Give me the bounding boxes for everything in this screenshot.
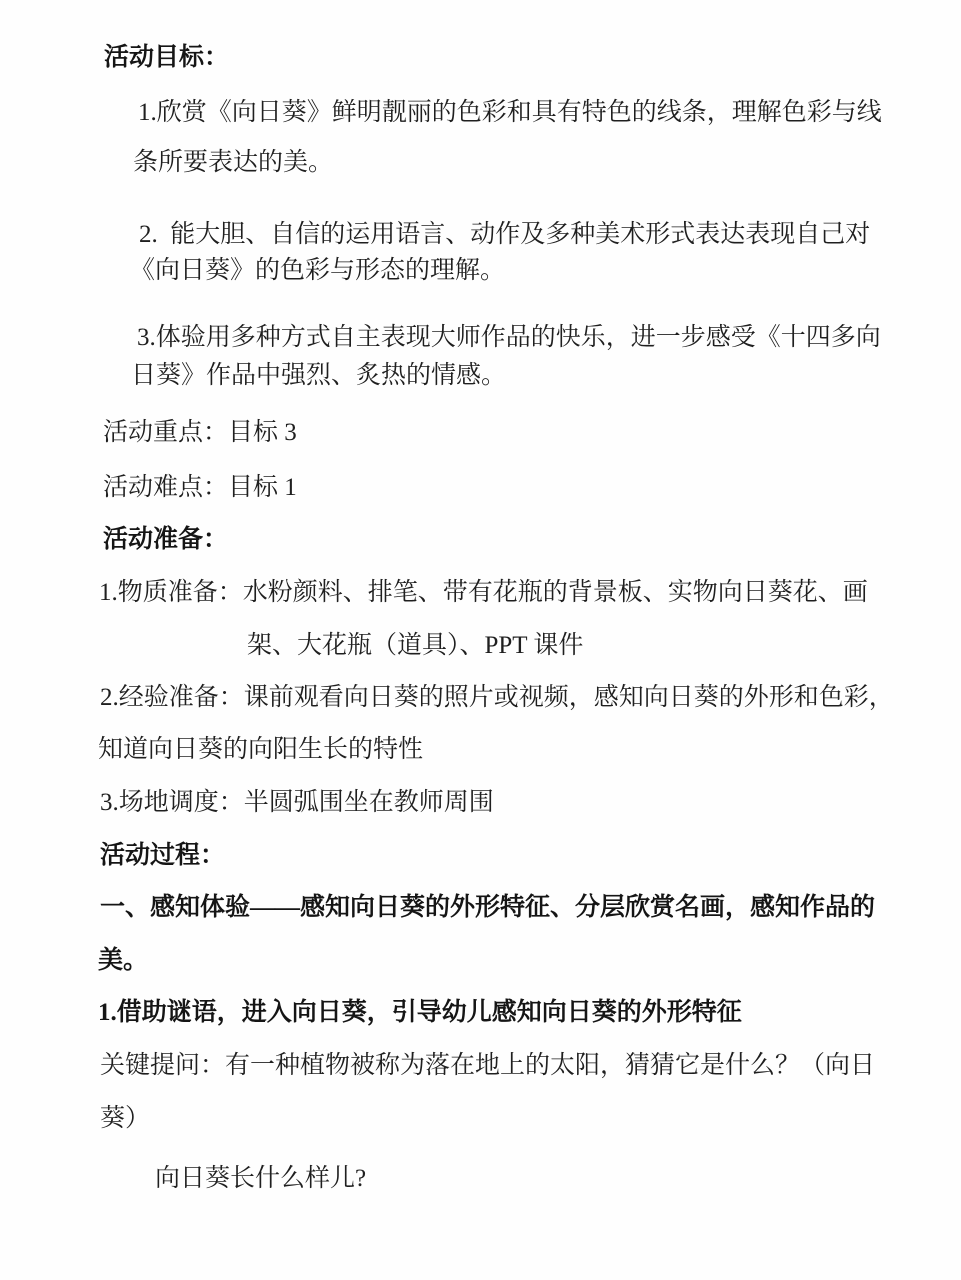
heading-activity-goals: 活动目标： xyxy=(104,44,230,71)
process-section-1-line-1: 一、感知体验——感知向日葵的外形特征、分层欣赏名画，感知作品的 xyxy=(100,894,876,921)
process-step-1: 1.借助谜语，进入向日葵，引导幼儿感知向日葵的外形特征 xyxy=(98,999,742,1026)
heading-activity-preparation: 活动准备： xyxy=(103,526,229,553)
goal-3-line-1: 3.体验用多种方式自主表现大师作品的快乐，进一步感受《十四多向 xyxy=(137,324,881,351)
goal-2-line-1: 2. 能大胆、自信的运用语言、动作及多种美术形式表达表现自己对 xyxy=(139,221,871,248)
prep-material-line-2: 架、大花瓶（道具）、PPT 课件 xyxy=(247,632,584,659)
prep-experience-line-1: 2.经验准备：课前观看向日葵的照片或视频，感知向日葵的外形和色彩， xyxy=(100,684,894,711)
prep-experience-line-2: 知道向日葵的向阳生长的特性 xyxy=(98,736,424,763)
goal-3-line-2: 日葵》作品中强烈、炙热的情感。 xyxy=(131,362,507,389)
goal-2-line-2: 《向日葵》的色彩与形态的理解。 xyxy=(130,257,506,284)
prep-material-line-1: 1.物质准备：水粉颜料、排笔、带有花瓶的背景板、实物向日葵花、画 xyxy=(99,579,868,606)
key-question-line-1: 关键提问：有一种植物被称为落在地上的太阳，猜猜它是什么？（向日 xyxy=(100,1052,876,1079)
heading-activity-process: 活动过程： xyxy=(100,842,226,869)
prep-venue: 3.场地调度：半圆弧围坐在教师周围 xyxy=(100,789,494,816)
activity-focus: 活动重点：目标 3 xyxy=(103,419,297,446)
goal-1-line-1: 1.欣赏《向日葵》鲜明靓丽的色彩和具有特色的线条，理解色彩与线 xyxy=(138,99,882,126)
activity-difficulty: 活动难点：目标 1 xyxy=(103,474,297,501)
follow-up-question: 向日葵长什么样儿? xyxy=(155,1165,367,1192)
key-question-line-2: 葵） xyxy=(100,1105,151,1132)
goal-1-line-2: 条所要表达的美。 xyxy=(133,149,334,176)
process-section-1-line-2: 美。 xyxy=(98,947,149,974)
